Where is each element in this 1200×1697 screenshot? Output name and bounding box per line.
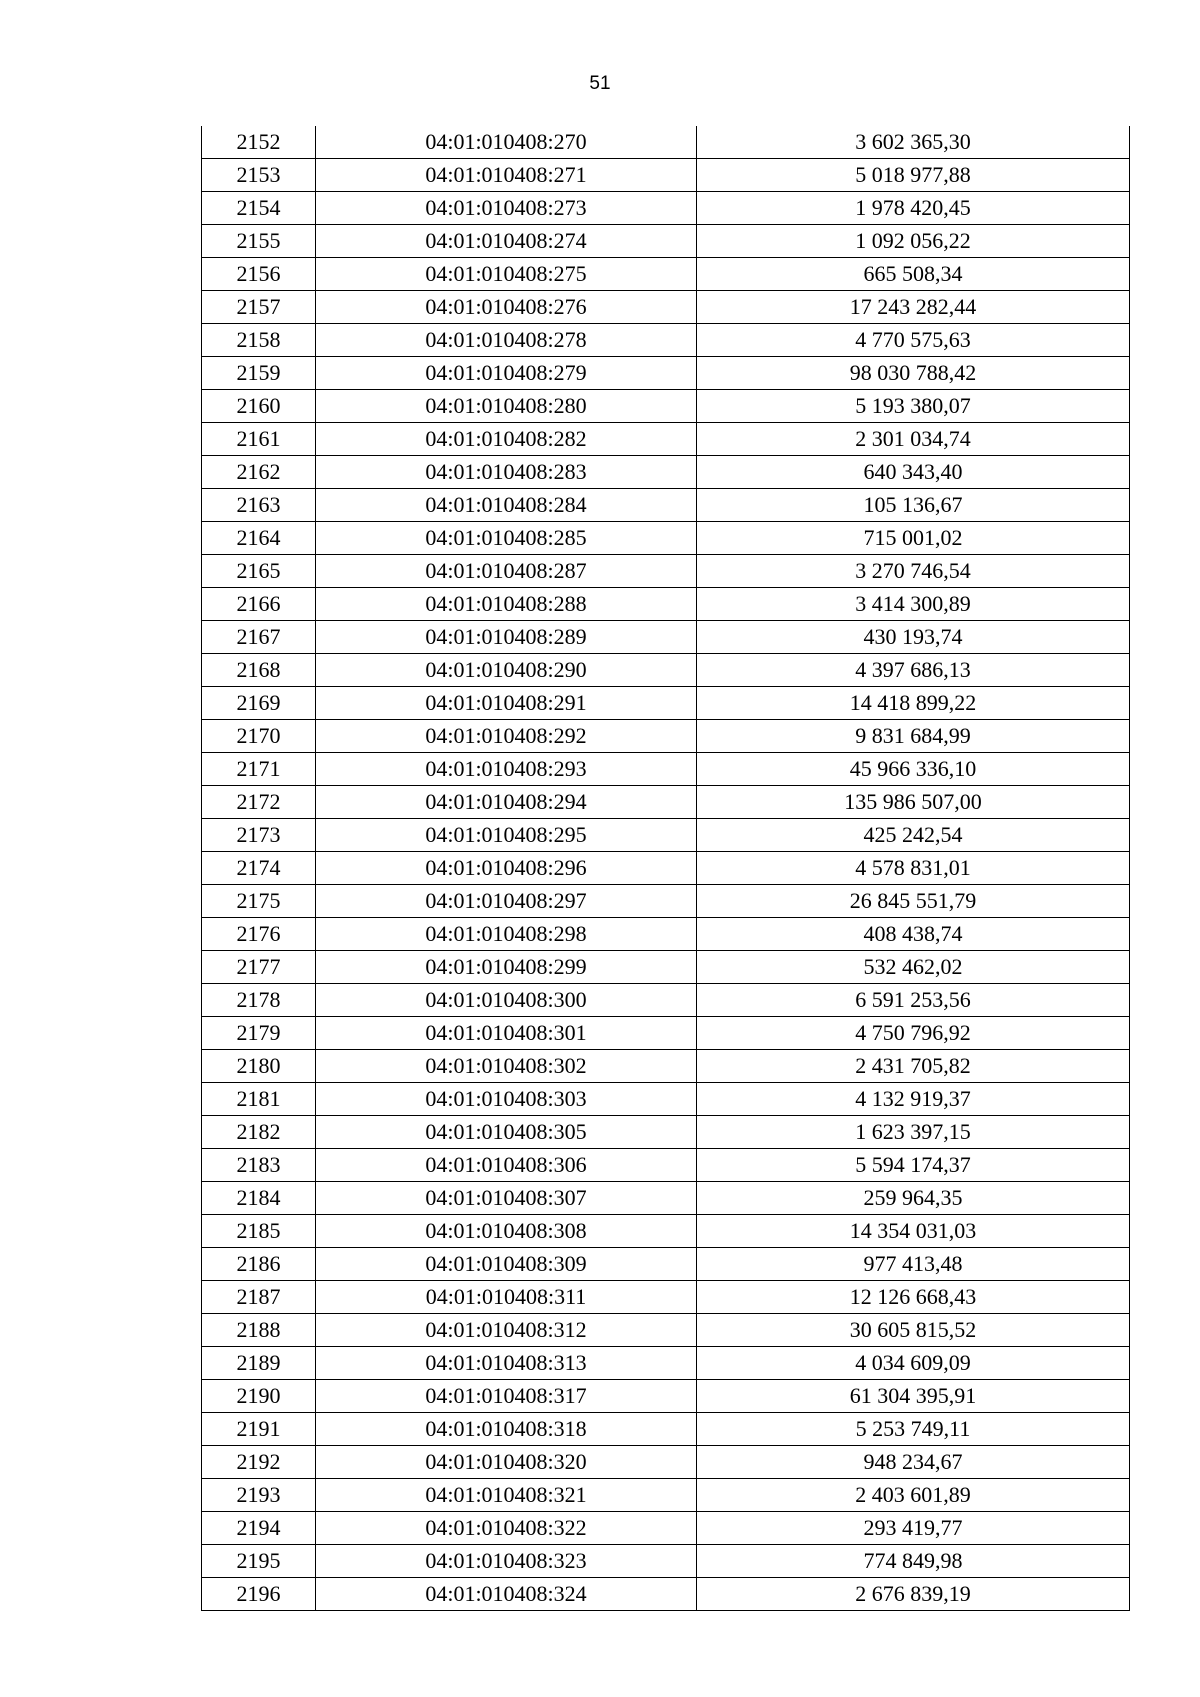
cadastral-number-cell: 04:01:010408:273: [316, 192, 697, 225]
table-row: [202, 1479, 1130, 1512]
cadastral-value-cell: 61 304 395,91: [697, 1380, 1130, 1413]
cadastral-number-cell: 04:01:010408:308: [316, 1215, 697, 1248]
table-row: [202, 423, 1130, 456]
row-number-cell: 2183: [202, 1149, 316, 1182]
cadastral-value-cell: 3 414 300,89: [697, 588, 1130, 621]
row-number-cell: 2155: [202, 225, 316, 258]
cadastral-value-cell: 17 243 282,44: [697, 291, 1130, 324]
cadastral-value-cell: 14 354 031,03: [697, 1215, 1130, 1248]
table-row: [202, 159, 1130, 192]
cadastral-value-cell: 30 605 815,52: [697, 1314, 1130, 1347]
cadastral-value-cell: 1 978 420,45: [697, 192, 1130, 225]
cadastral-value-cell: 715 001,02: [697, 522, 1130, 555]
table-row: [202, 885, 1130, 918]
cadastral-value-cell: 977 413,48: [697, 1248, 1130, 1281]
table-row: [202, 786, 1130, 819]
row-number-cell: 2163: [202, 489, 316, 522]
row-number-cell: 2160: [202, 390, 316, 423]
cadastral-value-cell: 408 438,74: [697, 918, 1130, 951]
cadastral-value-cell: 14 418 899,22: [697, 687, 1130, 720]
cadastral-value-cell: 5 018 977,88: [697, 159, 1130, 192]
cadastral-number-cell: 04:01:010408:323: [316, 1545, 697, 1578]
table-row: [202, 1017, 1130, 1050]
row-number-cell: 2193: [202, 1479, 316, 1512]
table-row: [202, 852, 1130, 885]
cadastral-number-cell: 04:01:010408:274: [316, 225, 697, 258]
cadastral-number-cell: 04:01:010408:311: [316, 1281, 697, 1314]
cadastral-value-cell: 9 831 684,99: [697, 720, 1130, 753]
cadastral-number-cell: 04:01:010408:299: [316, 951, 697, 984]
row-number-cell: 2166: [202, 588, 316, 621]
cadastral-number-cell: 04:01:010408:318: [316, 1413, 697, 1446]
cadastral-value-cell: 3 602 365,30: [697, 126, 1130, 159]
row-number-cell: 2185: [202, 1215, 316, 1248]
cadastral-number-cell: 04:01:010408:285: [316, 522, 697, 555]
table-row: [202, 1347, 1130, 1380]
row-number-cell: 2178: [202, 984, 316, 1017]
cadastral-number-cell: 04:01:010408:270: [316, 126, 697, 159]
table-row: [202, 1578, 1130, 1611]
page-number: 51: [589, 73, 611, 94]
row-number-cell: 2172: [202, 786, 316, 819]
table-row: [202, 1413, 1130, 1446]
row-number-cell: 2180: [202, 1050, 316, 1083]
row-number-cell: 2161: [202, 423, 316, 456]
row-number-cell: 2153: [202, 159, 316, 192]
cadastral-number-cell: 04:01:010408:293: [316, 753, 697, 786]
table-row: [202, 1050, 1130, 1083]
row-number-cell: 2192: [202, 1446, 316, 1479]
cadastral-number-cell: 04:01:010408:307: [316, 1182, 697, 1215]
cadastral-number-cell: 04:01:010408:300: [316, 984, 697, 1017]
row-number-cell: 2170: [202, 720, 316, 753]
row-number-cell: 2191: [202, 1413, 316, 1446]
cadastral-value-cell: 105 136,67: [697, 489, 1130, 522]
cadastral-number-cell: 04:01:010408:290: [316, 654, 697, 687]
cadastral-number-cell: 04:01:010408:275: [316, 258, 697, 291]
cadastral-number-cell: 04:01:010408:276: [316, 291, 697, 324]
cadastral-number-cell: 04:01:010408:287: [316, 555, 697, 588]
cadastral-number-cell: 04:01:010408:294: [316, 786, 697, 819]
table-row: [202, 918, 1130, 951]
row-number-cell: 2168: [202, 654, 316, 687]
row-number-cell: 2169: [202, 687, 316, 720]
cadastral-value-cell: 2 431 705,82: [697, 1050, 1130, 1083]
cadastral-number-cell: 04:01:010408:324: [316, 1578, 697, 1611]
row-number-cell: 2173: [202, 819, 316, 852]
cadastral-number-cell: 04:01:010408:322: [316, 1512, 697, 1545]
row-number-cell: 2171: [202, 753, 316, 786]
cadastral-number-cell: 04:01:010408:278: [316, 324, 697, 357]
cadastral-number-cell: 04:01:010408:306: [316, 1149, 697, 1182]
row-number-cell: 2190: [202, 1380, 316, 1413]
table-row: [202, 522, 1130, 555]
table-body: [202, 126, 1130, 1611]
table-row: [202, 1248, 1130, 1281]
cadastral-value-cell: 5 193 380,07: [697, 390, 1130, 423]
row-number-cell: 2176: [202, 918, 316, 951]
row-number-cell: 2187: [202, 1281, 316, 1314]
table-row: [202, 654, 1130, 687]
table-row: [202, 324, 1130, 357]
cadastral-number-cell: 04:01:010408:283: [316, 456, 697, 489]
cadastral-number-cell: 04:01:010408:305: [316, 1116, 697, 1149]
table-row: [202, 621, 1130, 654]
table-row: [202, 357, 1130, 390]
cadastral-number-cell: 04:01:010408:312: [316, 1314, 697, 1347]
cadastral-value-cell: 4 750 796,92: [697, 1017, 1130, 1050]
row-number-cell: 2188: [202, 1314, 316, 1347]
table-row: [202, 588, 1130, 621]
cadastral-number-cell: 04:01:010408:271: [316, 159, 697, 192]
table-row: [202, 720, 1130, 753]
cadastral-value-cell: 5 253 749,11: [697, 1413, 1130, 1446]
cadastral-number-cell: 04:01:010408:313: [316, 1347, 697, 1380]
table-row: [202, 1281, 1130, 1314]
cadastral-number-cell: 04:01:010408:282: [316, 423, 697, 456]
row-number-cell: 2179: [202, 1017, 316, 1050]
table-row: [202, 1083, 1130, 1116]
cadastral-number-cell: 04:01:010408:289: [316, 621, 697, 654]
row-number-cell: 2194: [202, 1512, 316, 1545]
row-number-cell: 2167: [202, 621, 316, 654]
cadastral-value-table: [201, 126, 1130, 1611]
cadastral-value-cell: 4 770 575,63: [697, 324, 1130, 357]
cadastral-number-cell: 04:01:010408:288: [316, 588, 697, 621]
row-number-cell: 2152: [202, 126, 316, 159]
row-number-cell: 2177: [202, 951, 316, 984]
cadastral-value-cell: 26 845 551,79: [697, 885, 1130, 918]
table-row: [202, 1512, 1130, 1545]
cadastral-number-cell: 04:01:010408:279: [316, 357, 697, 390]
table-row: [202, 1314, 1130, 1347]
cadastral-value-cell: 135 986 507,00: [697, 786, 1130, 819]
table-row: [202, 1149, 1130, 1182]
cadastral-value-cell: 1 623 397,15: [697, 1116, 1130, 1149]
cadastral-number-cell: 04:01:010408:284: [316, 489, 697, 522]
cadastral-value-cell: 98 030 788,42: [697, 357, 1130, 390]
cadastral-value-cell: 259 964,35: [697, 1182, 1130, 1215]
table-row: [202, 819, 1130, 852]
table-row: [202, 258, 1130, 291]
cadastral-number-cell: 04:01:010408:292: [316, 720, 697, 753]
row-number-cell: 2162: [202, 456, 316, 489]
table-row: [202, 291, 1130, 324]
cadastral-value-cell: 4 034 609,09: [697, 1347, 1130, 1380]
table-row: [202, 1380, 1130, 1413]
table-row: [202, 192, 1130, 225]
cadastral-value-cell: 2 301 034,74: [697, 423, 1130, 456]
table-row: [202, 126, 1130, 159]
cadastral-value-cell: 12 126 668,43: [697, 1281, 1130, 1314]
cadastral-value-cell: 45 966 336,10: [697, 753, 1130, 786]
row-number-cell: 2195: [202, 1545, 316, 1578]
cadastral-value-cell: 4 397 686,13: [697, 654, 1130, 687]
cadastral-number-cell: 04:01:010408:297: [316, 885, 697, 918]
cadastral-number-cell: 04:01:010408:320: [316, 1446, 697, 1479]
row-number-cell: 2156: [202, 258, 316, 291]
row-number-cell: 2182: [202, 1116, 316, 1149]
cadastral-number-cell: 04:01:010408:303: [316, 1083, 697, 1116]
cadastral-number-cell: 04:01:010408:301: [316, 1017, 697, 1050]
row-number-cell: 2165: [202, 555, 316, 588]
cadastral-number-cell: 04:01:010408:280: [316, 390, 697, 423]
row-number-cell: 2159: [202, 357, 316, 390]
cadastral-value-cell: 4 578 831,01: [697, 852, 1130, 885]
row-number-cell: 2186: [202, 1248, 316, 1281]
row-number-cell: 2174: [202, 852, 316, 885]
table-row: [202, 951, 1130, 984]
table-row: [202, 984, 1130, 1017]
cadastral-number-cell: 04:01:010408:321: [316, 1479, 697, 1512]
table-row: [202, 1545, 1130, 1578]
table-row: [202, 225, 1130, 258]
row-number-cell: 2164: [202, 522, 316, 555]
cadastral-number-cell: 04:01:010408:309: [316, 1248, 697, 1281]
cadastral-value-cell: 1 092 056,22: [697, 225, 1130, 258]
cadastral-number-cell: 04:01:010408:296: [316, 852, 697, 885]
row-number-cell: 2181: [202, 1083, 316, 1116]
cadastral-value-cell: 2 403 601,89: [697, 1479, 1130, 1512]
row-number-cell: 2196: [202, 1578, 316, 1611]
cadastral-number-cell: 04:01:010408:291: [316, 687, 697, 720]
cadastral-number-cell: 04:01:010408:295: [316, 819, 697, 852]
row-number-cell: 2154: [202, 192, 316, 225]
row-number-cell: 2157: [202, 291, 316, 324]
table-row: [202, 753, 1130, 786]
cadastral-value-cell: 425 242,54: [697, 819, 1130, 852]
row-number-cell: 2184: [202, 1182, 316, 1215]
table-row: [202, 1182, 1130, 1215]
table-row: [202, 555, 1130, 588]
cadastral-value-cell: 3 270 746,54: [697, 555, 1130, 588]
table-row: [202, 456, 1130, 489]
table-row: [202, 1215, 1130, 1248]
cadastral-number-cell: 04:01:010408:302: [316, 1050, 697, 1083]
cadastral-value-cell: 640 343,40: [697, 456, 1130, 489]
cadastral-value-cell: 4 132 919,37: [697, 1083, 1130, 1116]
cadastral-value-cell: 532 462,02: [697, 951, 1130, 984]
cadastral-value-cell: 6 591 253,56: [697, 984, 1130, 1017]
row-number-cell: 2175: [202, 885, 316, 918]
cadastral-value-cell: 948 234,67: [697, 1446, 1130, 1479]
cadastral-number-cell: 04:01:010408:298: [316, 918, 697, 951]
table-row: [202, 1116, 1130, 1149]
cadastral-value-cell: 430 193,74: [697, 621, 1130, 654]
cadastral-value-cell: 774 849,98: [697, 1545, 1130, 1578]
row-number-cell: 2158: [202, 324, 316, 357]
table-row: [202, 1446, 1130, 1479]
table-row: [202, 489, 1130, 522]
row-number-cell: 2189: [202, 1347, 316, 1380]
cadastral-number-cell: 04:01:010408:317: [316, 1380, 697, 1413]
cadastral-value-cell: 665 508,34: [697, 258, 1130, 291]
cadastral-value-cell: 5 594 174,37: [697, 1149, 1130, 1182]
table-row: [202, 687, 1130, 720]
table-row: [202, 390, 1130, 423]
cadastral-value-cell: 293 419,77: [697, 1512, 1130, 1545]
cadastral-value-cell: 2 676 839,19: [697, 1578, 1130, 1611]
